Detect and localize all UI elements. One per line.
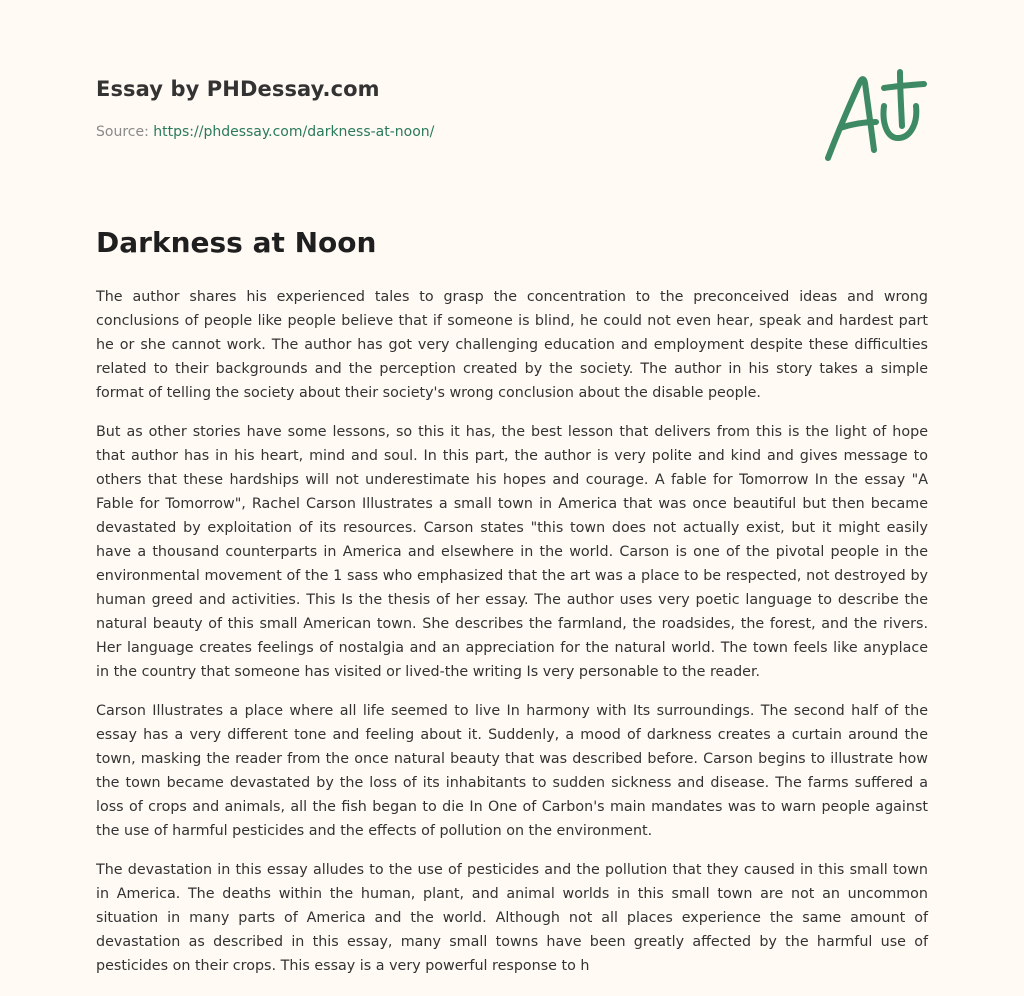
essay-paragraph: Carson Illustrates a place where all life seemed to live In harmony with Its surroundings. The second half of the essay has a very different tone and feeling about it. Suddenly, a mood of darkness creates a curtain around the town, masking the reader from the once natural beauty that was described before. Carson begins to illustrate how the town became devastated by the loss of its inhabitants to sudden sickness and disease. The farms suffered a loss of crops and animals, all the fish began to die In One of Carbon's main mandates was to warn people against the use of harmful pesticides and the effects of pollution on the environment. [96, 703, 928, 839]
essay-paragraph: The author shares his experienced tales to grasp the concentration to the preconceived ideas and wrong conclusions of people like people believe that if someone is blind, he could not even hear, speak and hardest part he or she cannot work. The author has got very challenging education and employment despite these difficulties related to their backgrounds and the perception created by the society. The author in his story takes a simple format of telling the society about their society's wrong conclusion about the disable people. [96, 289, 928, 401]
source-label: Source: [96, 124, 149, 140]
source-link[interactable]: https://phdessay.com/darkness-at-noon/ [153, 124, 435, 140]
site-title: Essay by PHDessay.com [96, 77, 380, 101]
page-title: Darkness at Noon [96, 226, 377, 259]
source-line [96, 124, 434, 140]
essay-body [96, 285, 928, 993]
page-header [96, 0, 928, 200]
essay-paragraph: The devastation in this essay alludes to the use of pesticides and the pollution that they caused in this small town in America. The deaths within the human, plant, and animal worlds in this small town are not an uncommon situation in many parts of America and the world. Although not all places experience the same amount of devastation as described in this essay, many small towns have been greatly affected by the harmful use of pesticides on their crops. This essay is a very powerful response to h [96, 862, 928, 974]
essay-paragraph: But as other stories have some lessons, so this it has, the best lesson that delivers from this is the light of hope that author has in his heart, mind and soul. In this part, the author is very polite and kind and gives message to others that these hardships will not underestimate his hopes and courage. A fable for Tomorrow In the essay "A Fable for Tomorrow", Rachel Carson Illustrates a small town in America that was once beautiful but then became devastated by exploitation of its resources. Carson states "this town does not actually exist, but it might easily have a thousand counterparts in America and elsewhere in the world. Carson is one of the pivotal people in the environmental movement of the 1 sass who emphasized that the art was a place to be respected, not destroyed by human greed and activities. This Is the thesis of her essay. The author uses very poetic language to describe the natural beauty of this small American town. She describes the farmland, the roadsides, the forest, and the rivers. Her language creates feelings of nostalgia and an appreciation for the natural world. The town feels like anyplace in the country that someone has visited or lived-the writing Is very personable to the reader. [96, 424, 928, 680]
a-plus-logo-icon [824, 66, 928, 166]
